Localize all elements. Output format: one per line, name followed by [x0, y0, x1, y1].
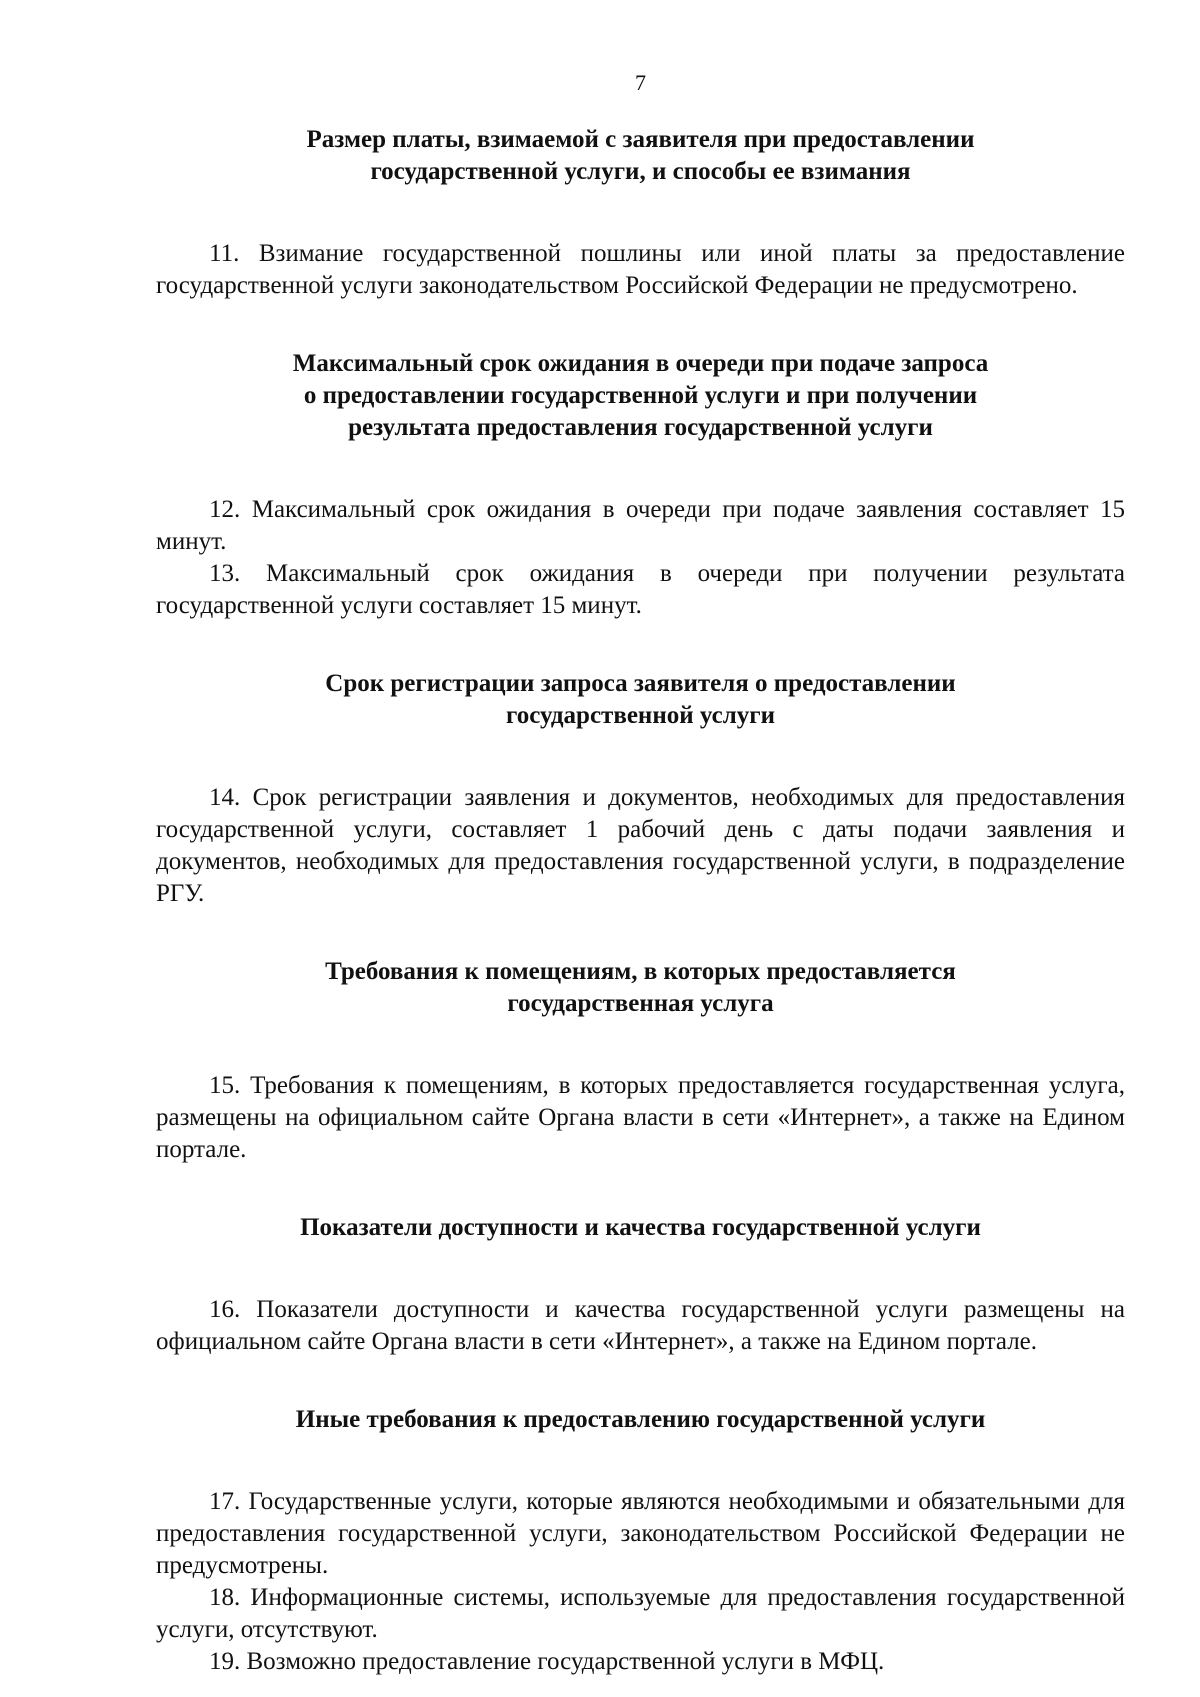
section-heading — [156, 348, 1125, 444]
section-premises — [156, 956, 1125, 1166]
page-number: 7 — [635, 70, 646, 95]
heading-line: Иные требования к предоставлению государственной услуги — [295, 1406, 986, 1433]
heading-line: Требования к помещениям, в которых предоставляется — [325, 958, 956, 985]
section-heading — [156, 124, 1125, 188]
heading-line: Показатели доступности и качества государственной услуги — [300, 1214, 981, 1241]
section-other-requirements — [156, 1404, 1125, 1678]
heading-line: Максимальный срок ожидания в очереди при подаче запроса — [292, 350, 989, 377]
section-body — [156, 1070, 1125, 1166]
section-heading — [156, 668, 1125, 732]
paragraph-13: 13. Максимальный срок ожидания в очереди при получении результата государственной услуги составляет 15 минут. — [156, 560, 1125, 619]
section-heading — [156, 956, 1125, 1020]
section-body — [156, 1486, 1125, 1678]
section-fee — [156, 124, 1125, 302]
paragraph-16: 16. Показатели доступности и качества государственной услуги размещены на официальном сайте Органа власти в сети «Интернет», а также на Едином портале. — [156, 1296, 1125, 1355]
paragraph-18: 18. Информационные системы, используемые для предоставления государственной услуги, отсутствуют. — [156, 1584, 1125, 1643]
heading-line: результата предоставления государственной услуги — [348, 414, 933, 441]
section-body — [156, 238, 1125, 302]
section-body — [156, 494, 1125, 622]
heading-line: государственной услуги — [505, 702, 776, 729]
section-registration-term — [156, 668, 1125, 910]
section-waiting-time — [156, 348, 1125, 622]
section-quality-indicators — [156, 1212, 1125, 1358]
heading-line: государственной услуги, и способы ее взимания — [370, 158, 911, 185]
paragraph-14: 14. Срок регистрации заявления и документов, необходимых для предоставления государственной услуги, составляет 1 рабочий день с даты подачи заявления и документов, необходимых для предоставления государственной услуги, в подразделение РГУ. — [156, 784, 1125, 907]
paragraph-11: 11. Взимание государственной пошлины или иной платы за предоставление государственной услуги законодательством Российской Федерации не предусмотрено. — [156, 240, 1125, 299]
section-heading — [156, 1404, 1125, 1436]
paragraph-15: 15. Требования к помещениям, в которых предоставляется государственная услуга, размещены на официальном сайте Органа власти в сети «Интернет», а также на Едином портале. — [156, 1072, 1125, 1163]
heading-line: Срок регистрации запроса заявителя о предоставлении — [325, 670, 956, 697]
section-body — [156, 782, 1125, 910]
heading-line: Размер платы, взимаемой с заявителя при предоставлении — [306, 126, 975, 153]
paragraph-12: 12. Максимальный срок ожидания в очереди при подаче заявления составляет 15 минут. — [156, 496, 1125, 555]
paragraph-17: 17. Государственные услуги, которые являются необходимыми и обязательными для предоставления государственной услуги, законодательством Российской Федерации не предусмотрены. — [156, 1488, 1125, 1579]
section-heading — [156, 1212, 1125, 1244]
heading-line: о предоставлении государственной услуги и при получении — [303, 382, 978, 409]
section-body — [156, 1294, 1125, 1358]
paragraph-19: 19. Возможно предоставление государственной услуги в МФЦ. — [209, 1648, 885, 1675]
heading-line: государственная услуга — [507, 990, 774, 1017]
